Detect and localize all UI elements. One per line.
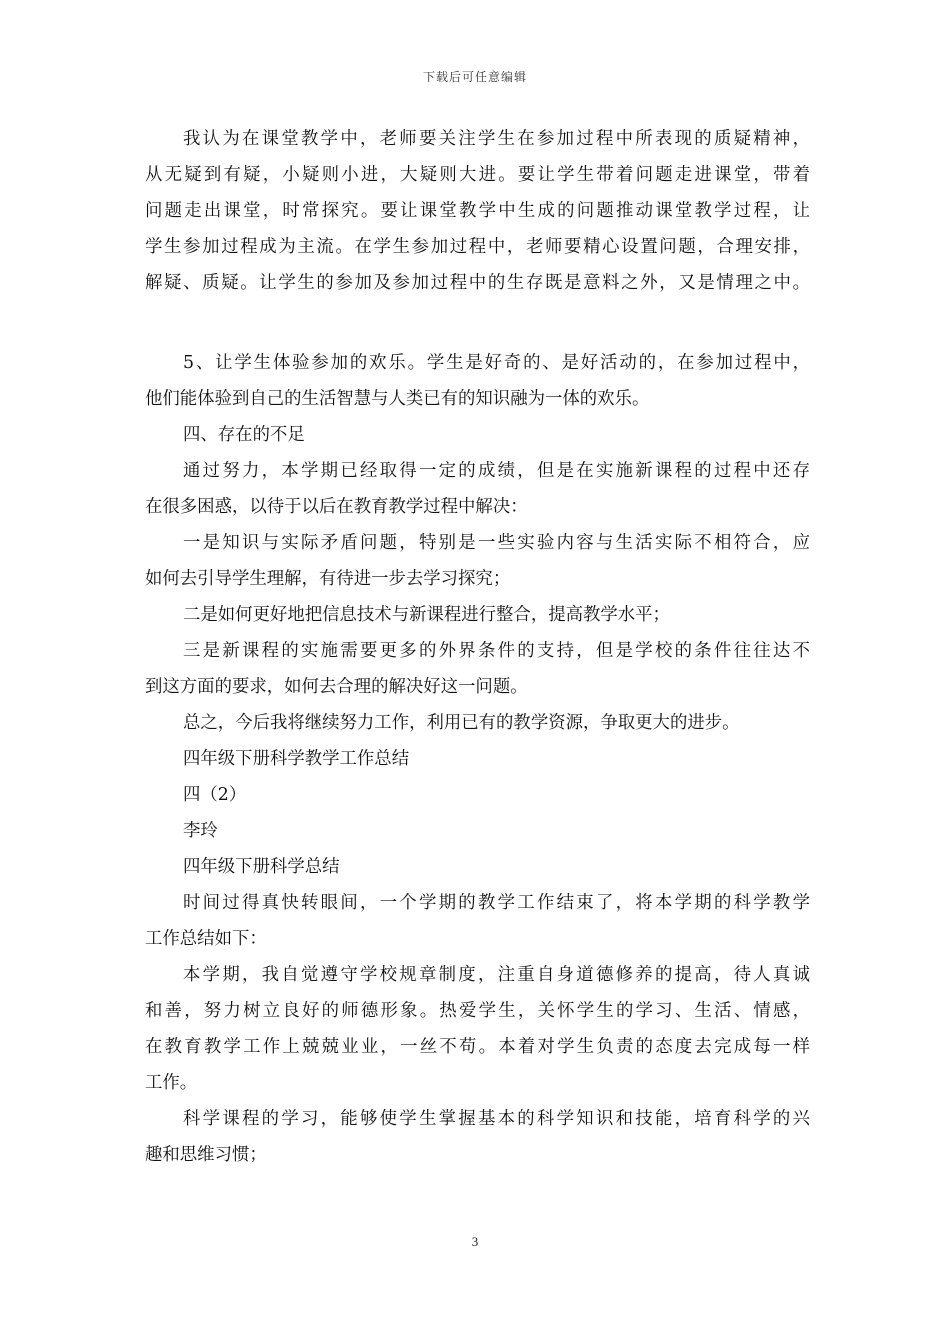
text-line: 时间过得真快转眼间，一个学期的教学工作结束了，将本学期的科学教学 [183, 893, 810, 913]
class-label: 四（2） [183, 785, 247, 805]
text-line: 趣和思维习惯； [145, 1145, 267, 1165]
section-heading: 四、存在的不足 [183, 425, 305, 445]
text-line: 通过努力，本学期已经取得一定的成绩，但是在实施新课程的过程中还存 [183, 461, 810, 481]
text-line: 在很多困惑，以待于以后在教育教学过程中解决： [145, 497, 528, 517]
text-line: 和善，努力树立良好的师德形象。热爱学生，关怀学生的学习、生活、情感， [145, 1001, 810, 1021]
text-line: 到这方面的要求，如何去合理的解决好这一问题。 [145, 677, 528, 697]
page-header: 下载后可任意编辑 [422, 70, 527, 84]
text-line: 一是知识与实际矛盾问题，特别是一些实验内容与生活实际不相符合，应 [183, 533, 810, 553]
text-line: 工作总结如下： [145, 929, 267, 949]
document-title: 四年级下册科学教学工作总结 [183, 749, 410, 769]
author-name: 李玲 [183, 821, 218, 841]
text-line: 总之，今后我将继续努力工作，利用已有的教学资源，争取更大的进步。 [183, 713, 740, 733]
page-number: 3 [471, 1234, 479, 1249]
text-line: 问题走出课堂，时常探究。要让课堂教学中生成的问题推动课堂教学过程，让 [145, 201, 810, 221]
text-line: 科学课程的学习，能够使学生掌握基本的科学知识和技能，培育科学的兴 [183, 1109, 810, 1129]
text-line: 三是新课程的实施需要更多的外界条件的支持，但是学校的条件往往达不 [183, 641, 810, 661]
text-line: 二是如何更好地把信息技术与新课程进行整合，提高教学水平； [183, 605, 670, 625]
text-line: 工作。 [145, 1073, 198, 1093]
section-title: 四年级下册科学总结 [183, 857, 340, 877]
text-line: 从无疑到有疑，小疑则小进，大疑则大进。要让学生带着问题走进课堂，带着 [145, 165, 810, 185]
text-line: 5、让学生体验参加的欢乐。学生是好奇的、是好活动的，在参加过程中， [183, 353, 810, 373]
text-line: 本学期，我自觉遵守学校规章制度，注重自身道德修养的提高，待人真诚 [183, 965, 810, 985]
text-line: 我认为在课堂教学中，老师要关注学生在参加过程中所表现的质疑精神， [183, 129, 810, 149]
text-line: 解疑、质疑。让学生的参加及参加过程中的生存既是意料之外，又是情理之中。 [145, 273, 810, 293]
text-line: 在教育教学工作上兢兢业业，一丝不苟。本着对学生负责的态度去完成每一样 [145, 1037, 810, 1057]
text-line: 他们能体验到自己的生活智慧与人类已有的知识融为一体的欢乐。 [145, 389, 650, 409]
text-line: 如何去引导学生理解，有待进一步去学习探究； [145, 569, 511, 589]
paragraph-block-2 [145, 345, 810, 1173]
paragraph-block-1 [145, 121, 810, 301]
text-line: 学生参加过程成为主流。在学生参加过程中，老师要精心设置问题，合理安排， [145, 237, 810, 257]
